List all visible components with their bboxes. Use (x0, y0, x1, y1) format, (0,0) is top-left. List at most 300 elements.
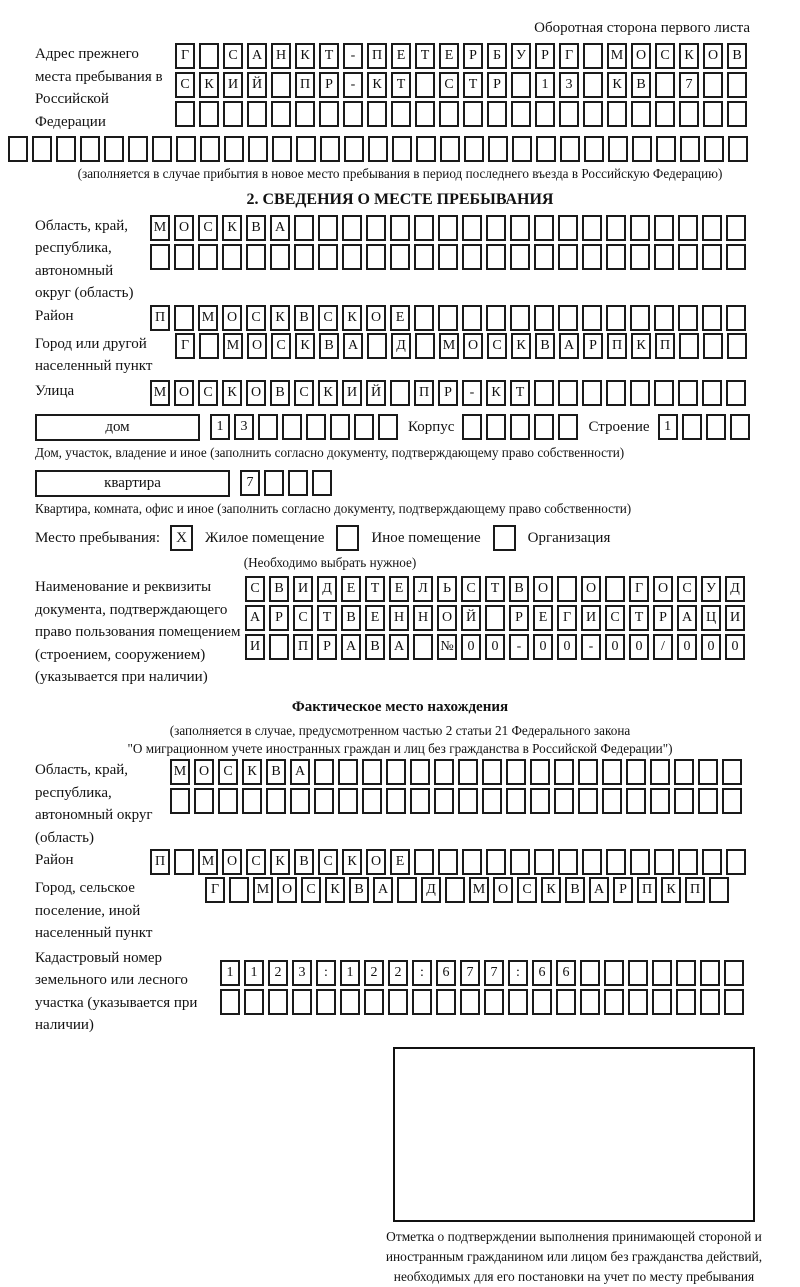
char-cell[interactable] (532, 989, 552, 1015)
char-cell[interactable]: К (511, 333, 531, 359)
char-cell[interactable]: К (270, 849, 290, 875)
char-cell[interactable] (174, 849, 194, 875)
char-cell[interactable] (607, 101, 627, 127)
char-cell[interactable] (674, 788, 694, 814)
char-cell[interactable]: П (367, 43, 387, 69)
char-cell[interactable]: А (343, 333, 363, 359)
stay-checkbox-organization[interactable] (493, 525, 516, 551)
char-cell[interactable]: К (270, 305, 290, 331)
char-cell[interactable] (247, 101, 267, 127)
char-cell[interactable] (698, 788, 718, 814)
char-cell[interactable] (342, 244, 362, 270)
char-cell[interactable] (558, 305, 578, 331)
char-cell[interactable]: Д (421, 877, 441, 903)
char-cell[interactable] (654, 244, 674, 270)
char-cell[interactable] (199, 333, 219, 359)
char-cell[interactable] (176, 136, 196, 162)
char-cell[interactable] (218, 788, 238, 814)
char-cell[interactable] (438, 215, 458, 241)
char-cell[interactable]: 1 (535, 72, 555, 98)
char-cell[interactable]: И (223, 72, 243, 98)
char-cell[interactable]: И (245, 634, 265, 660)
char-cell[interactable]: И (293, 576, 313, 602)
char-cell[interactable] (224, 136, 244, 162)
char-cell[interactable]: Й (461, 605, 481, 631)
char-cell[interactable] (342, 215, 362, 241)
char-cell[interactable]: 3 (234, 414, 254, 440)
char-cell[interactable] (702, 380, 722, 406)
char-cell[interactable] (220, 989, 240, 1015)
char-cell[interactable]: М (198, 305, 218, 331)
char-cell[interactable]: 2 (268, 960, 288, 986)
char-cell[interactable]: К (661, 877, 681, 903)
char-cell[interactable] (709, 877, 729, 903)
char-cell[interactable]: С (655, 43, 675, 69)
char-cell[interactable]: 0 (485, 634, 505, 660)
char-cell[interactable]: И (342, 380, 362, 406)
char-cell[interactable]: С (487, 333, 507, 359)
char-cell[interactable] (606, 380, 626, 406)
char-cell[interactable] (288, 470, 308, 496)
char-cell[interactable] (582, 244, 602, 270)
char-cell[interactable]: Л (413, 576, 433, 602)
char-cell[interactable]: К (342, 305, 362, 331)
char-cell[interactable] (175, 101, 195, 127)
char-cell[interactable] (458, 759, 478, 785)
char-cell[interactable]: О (174, 380, 194, 406)
char-cell[interactable] (486, 244, 506, 270)
char-cell[interactable]: О (366, 849, 386, 875)
char-cell[interactable]: В (270, 380, 290, 406)
char-cell[interactable] (378, 414, 398, 440)
char-cell[interactable]: А (373, 877, 393, 903)
char-cell[interactable] (439, 101, 459, 127)
char-cell[interactable] (8, 136, 28, 162)
char-cell[interactable]: 7 (240, 470, 260, 496)
char-cell[interactable] (534, 244, 554, 270)
char-cell[interactable] (414, 849, 434, 875)
char-cell[interactable] (510, 215, 530, 241)
char-cell[interactable] (703, 72, 723, 98)
char-cell[interactable]: К (541, 877, 561, 903)
char-cell[interactable]: 7 (679, 72, 699, 98)
char-cell[interactable] (628, 989, 648, 1015)
char-cell[interactable] (414, 244, 434, 270)
char-cell[interactable] (582, 305, 602, 331)
char-cell[interactable] (367, 101, 387, 127)
char-cell[interactable] (460, 989, 480, 1015)
char-cell[interactable] (682, 414, 702, 440)
char-cell[interactable]: М (150, 215, 170, 241)
char-cell[interactable] (174, 244, 194, 270)
char-cell[interactable] (530, 788, 550, 814)
char-cell[interactable] (674, 759, 694, 785)
char-cell[interactable] (438, 244, 458, 270)
char-cell[interactable] (462, 244, 482, 270)
char-cell[interactable] (722, 759, 742, 785)
char-cell[interactable] (704, 136, 724, 162)
char-cell[interactable] (314, 788, 334, 814)
char-cell[interactable]: С (223, 43, 243, 69)
char-cell[interactable]: У (511, 43, 531, 69)
char-cell[interactable] (582, 215, 602, 241)
char-cell[interactable]: 1 (210, 414, 230, 440)
char-cell[interactable] (223, 101, 243, 127)
char-cell[interactable] (654, 215, 674, 241)
char-cell[interactable] (582, 380, 602, 406)
char-cell[interactable] (559, 101, 579, 127)
char-cell[interactable] (296, 136, 316, 162)
char-cell[interactable]: 6 (556, 960, 576, 986)
char-cell[interactable]: Й (247, 72, 267, 98)
char-cell[interactable] (580, 989, 600, 1015)
char-cell[interactable]: В (565, 877, 585, 903)
char-cell[interactable]: А (341, 634, 361, 660)
char-cell[interactable] (534, 380, 554, 406)
char-cell[interactable] (264, 470, 284, 496)
char-cell[interactable] (508, 989, 528, 1015)
char-cell[interactable] (366, 215, 386, 241)
char-cell[interactable] (583, 72, 603, 98)
char-cell[interactable] (462, 305, 482, 331)
char-cell[interactable] (726, 305, 746, 331)
char-cell[interactable]: Т (463, 72, 483, 98)
char-cell[interactable] (654, 849, 674, 875)
char-cell[interactable] (583, 101, 603, 127)
char-cell[interactable]: : (316, 960, 336, 986)
char-cell[interactable]: Р (463, 43, 483, 69)
char-cell[interactable] (199, 101, 219, 127)
char-cell[interactable] (200, 136, 220, 162)
char-cell[interactable] (229, 877, 249, 903)
char-cell[interactable] (630, 215, 650, 241)
char-cell[interactable]: М (607, 43, 627, 69)
char-cell[interactable]: 1 (658, 414, 678, 440)
char-cell[interactable]: О (222, 305, 242, 331)
char-cell[interactable] (506, 759, 526, 785)
char-cell[interactable]: 1 (220, 960, 240, 986)
char-cell[interactable] (703, 101, 723, 127)
char-cell[interactable]: В (535, 333, 555, 359)
char-cell[interactable] (535, 101, 555, 127)
char-cell[interactable] (608, 136, 628, 162)
char-cell[interactable]: 3 (292, 960, 312, 986)
char-cell[interactable]: В (294, 305, 314, 331)
char-cell[interactable] (486, 414, 506, 440)
char-cell[interactable]: 2 (364, 960, 384, 986)
char-cell[interactable]: Ц (701, 605, 721, 631)
char-cell[interactable]: 0 (533, 634, 553, 660)
char-cell[interactable] (578, 759, 598, 785)
char-cell[interactable] (330, 414, 350, 440)
char-cell[interactable]: 6 (532, 960, 552, 986)
char-cell[interactable] (652, 960, 672, 986)
char-cell[interactable] (558, 380, 578, 406)
char-cell[interactable] (536, 136, 556, 162)
char-cell[interactable]: Р (653, 605, 673, 631)
char-cell[interactable] (676, 989, 696, 1015)
char-cell[interactable] (700, 989, 720, 1015)
char-cell[interactable] (258, 414, 278, 440)
char-cell[interactable] (198, 244, 218, 270)
char-cell[interactable] (354, 414, 374, 440)
char-cell[interactable] (557, 576, 577, 602)
char-cell[interactable]: П (607, 333, 627, 359)
char-cell[interactable] (654, 380, 674, 406)
char-cell[interactable] (462, 215, 482, 241)
char-cell[interactable] (314, 759, 334, 785)
char-cell[interactable] (554, 788, 574, 814)
char-cell[interactable] (678, 244, 698, 270)
char-cell[interactable]: С (517, 877, 537, 903)
char-cell[interactable]: К (607, 72, 627, 98)
char-cell[interactable]: 0 (701, 634, 721, 660)
char-cell[interactable] (386, 759, 406, 785)
char-cell[interactable]: Т (319, 43, 339, 69)
char-cell[interactable]: Р (487, 72, 507, 98)
char-cell[interactable] (698, 759, 718, 785)
char-cell[interactable] (386, 788, 406, 814)
char-cell[interactable]: К (679, 43, 699, 69)
char-cell[interactable]: Р (319, 72, 339, 98)
char-cell[interactable] (724, 960, 744, 986)
char-cell[interactable]: О (437, 605, 457, 631)
char-cell[interactable] (678, 305, 698, 331)
char-cell[interactable] (680, 136, 700, 162)
char-cell[interactable] (482, 788, 502, 814)
char-cell[interactable] (703, 333, 723, 359)
char-cell[interactable]: К (318, 380, 338, 406)
char-cell[interactable] (582, 849, 602, 875)
char-cell[interactable] (248, 136, 268, 162)
char-cell[interactable] (485, 605, 505, 631)
char-cell[interactable]: М (439, 333, 459, 359)
char-cell[interactable] (318, 244, 338, 270)
char-cell[interactable]: - (343, 43, 363, 69)
char-cell[interactable]: У (701, 576, 721, 602)
char-cell[interactable] (338, 759, 358, 785)
char-cell[interactable] (728, 136, 748, 162)
char-cell[interactable] (170, 788, 190, 814)
char-cell[interactable] (343, 101, 363, 127)
char-cell[interactable]: Р (317, 634, 337, 660)
char-cell[interactable] (199, 43, 219, 69)
char-cell[interactable] (556, 989, 576, 1015)
char-cell[interactable] (512, 136, 532, 162)
char-cell[interactable] (222, 244, 242, 270)
char-cell[interactable] (626, 759, 646, 785)
char-cell[interactable] (412, 989, 432, 1015)
char-cell[interactable]: Н (271, 43, 291, 69)
char-cell[interactable]: М (469, 877, 489, 903)
char-cell[interactable]: А (270, 215, 290, 241)
char-cell[interactable]: П (655, 333, 675, 359)
char-cell[interactable]: Ь (437, 576, 457, 602)
char-cell[interactable] (510, 849, 530, 875)
char-cell[interactable] (362, 759, 382, 785)
char-cell[interactable]: В (365, 634, 385, 660)
char-cell[interactable] (726, 380, 746, 406)
char-cell[interactable] (392, 136, 412, 162)
char-cell[interactable] (415, 101, 435, 127)
char-cell[interactable]: А (290, 759, 310, 785)
char-cell[interactable] (482, 759, 502, 785)
char-cell[interactable]: О (581, 576, 601, 602)
char-cell[interactable] (271, 101, 291, 127)
char-cell[interactable] (702, 215, 722, 241)
char-cell[interactable] (534, 305, 554, 331)
char-cell[interactable]: М (170, 759, 190, 785)
char-cell[interactable] (706, 414, 726, 440)
char-cell[interactable]: 0 (629, 634, 649, 660)
char-cell[interactable] (630, 305, 650, 331)
char-cell[interactable]: Е (341, 576, 361, 602)
char-cell[interactable]: Р (613, 877, 633, 903)
char-cell[interactable]: К (295, 333, 315, 359)
char-cell[interactable]: Е (533, 605, 553, 631)
char-cell[interactable] (554, 759, 574, 785)
char-cell[interactable]: О (194, 759, 214, 785)
char-cell[interactable] (534, 849, 554, 875)
char-cell[interactable]: Й (366, 380, 386, 406)
char-cell[interactable] (306, 414, 326, 440)
char-cell[interactable] (282, 414, 302, 440)
char-cell[interactable]: О (247, 333, 267, 359)
char-cell[interactable] (415, 72, 435, 98)
char-cell[interactable] (390, 244, 410, 270)
char-cell[interactable]: В (269, 576, 289, 602)
char-cell[interactable]: С (198, 215, 218, 241)
stay-checkbox-residential[interactable]: X (170, 525, 193, 551)
char-cell[interactable] (338, 788, 358, 814)
char-cell[interactable] (558, 414, 578, 440)
char-cell[interactable] (630, 244, 650, 270)
char-cell[interactable]: 2 (388, 960, 408, 986)
char-cell[interactable]: С (301, 877, 321, 903)
char-cell[interactable]: О (366, 305, 386, 331)
char-cell[interactable]: О (463, 333, 483, 359)
char-cell[interactable]: К (295, 43, 315, 69)
char-cell[interactable]: В (266, 759, 286, 785)
char-cell[interactable]: С (677, 576, 697, 602)
char-cell[interactable] (510, 305, 530, 331)
char-cell[interactable] (104, 136, 124, 162)
char-cell[interactable]: Е (390, 849, 410, 875)
char-cell[interactable]: Д (391, 333, 411, 359)
char-cell[interactable]: Т (317, 605, 337, 631)
char-cell[interactable] (726, 849, 746, 875)
char-cell[interactable]: В (319, 333, 339, 359)
char-cell[interactable]: О (703, 43, 723, 69)
char-cell[interactable] (558, 849, 578, 875)
char-cell[interactable] (726, 244, 746, 270)
char-cell[interactable]: 1 (244, 960, 264, 986)
char-cell[interactable] (271, 72, 291, 98)
stay-checkbox-other[interactable] (336, 525, 359, 551)
char-cell[interactable] (458, 788, 478, 814)
char-cell[interactable] (727, 72, 747, 98)
char-cell[interactable] (604, 989, 624, 1015)
char-cell[interactable]: Е (365, 605, 385, 631)
char-cell[interactable] (416, 136, 436, 162)
char-cell[interactable] (655, 101, 675, 127)
char-cell[interactable] (80, 136, 100, 162)
char-cell[interactable]: О (246, 380, 266, 406)
char-cell[interactable]: П (637, 877, 657, 903)
char-cell[interactable]: Н (389, 605, 409, 631)
char-cell[interactable] (397, 877, 417, 903)
char-cell[interactable]: Т (415, 43, 435, 69)
char-cell[interactable] (366, 244, 386, 270)
char-cell[interactable] (510, 244, 530, 270)
char-cell[interactable]: А (389, 634, 409, 660)
char-cell[interactable]: О (222, 849, 242, 875)
char-cell[interactable]: О (631, 43, 651, 69)
char-cell[interactable]: Т (365, 576, 385, 602)
char-cell[interactable] (438, 305, 458, 331)
char-cell[interactable]: М (253, 877, 273, 903)
char-cell[interactable] (626, 788, 646, 814)
char-cell[interactable]: В (246, 215, 266, 241)
char-cell[interactable] (340, 989, 360, 1015)
char-cell[interactable]: К (367, 72, 387, 98)
char-cell[interactable] (678, 380, 698, 406)
char-cell[interactable] (606, 849, 626, 875)
char-cell[interactable] (174, 305, 194, 331)
char-cell[interactable]: Е (389, 576, 409, 602)
char-cell[interactable]: Г (559, 43, 579, 69)
char-cell[interactable]: Н (413, 605, 433, 631)
char-cell[interactable]: К (325, 877, 345, 903)
char-cell[interactable]: С (439, 72, 459, 98)
char-cell[interactable] (440, 136, 460, 162)
char-cell[interactable] (702, 305, 722, 331)
char-cell[interactable]: Е (390, 305, 410, 331)
char-cell[interactable]: Р (509, 605, 529, 631)
char-cell[interactable] (445, 877, 465, 903)
char-cell[interactable]: Т (510, 380, 530, 406)
char-cell[interactable] (415, 333, 435, 359)
char-cell[interactable]: 7 (484, 960, 504, 986)
char-cell[interactable] (511, 72, 531, 98)
char-cell[interactable]: П (685, 877, 705, 903)
char-cell[interactable] (702, 244, 722, 270)
char-cell[interactable] (364, 989, 384, 1015)
char-cell[interactable]: В (294, 849, 314, 875)
char-cell[interactable] (630, 380, 650, 406)
char-cell[interactable] (534, 215, 554, 241)
char-cell[interactable]: Е (439, 43, 459, 69)
char-cell[interactable]: И (581, 605, 601, 631)
char-cell[interactable] (320, 136, 340, 162)
char-cell[interactable]: С (271, 333, 291, 359)
char-cell[interactable] (530, 759, 550, 785)
char-cell[interactable]: К (631, 333, 651, 359)
char-cell[interactable]: С (318, 305, 338, 331)
char-cell[interactable] (606, 305, 626, 331)
char-cell[interactable] (194, 788, 214, 814)
char-cell[interactable]: - (343, 72, 363, 98)
char-cell[interactable]: В (631, 72, 651, 98)
char-cell[interactable]: Р (438, 380, 458, 406)
char-cell[interactable] (534, 414, 554, 440)
char-cell[interactable] (292, 989, 312, 1015)
char-cell[interactable] (650, 759, 670, 785)
char-cell[interactable]: Д (725, 576, 745, 602)
char-cell[interactable]: 0 (557, 634, 577, 660)
char-cell[interactable] (414, 215, 434, 241)
char-cell[interactable]: С (246, 305, 266, 331)
